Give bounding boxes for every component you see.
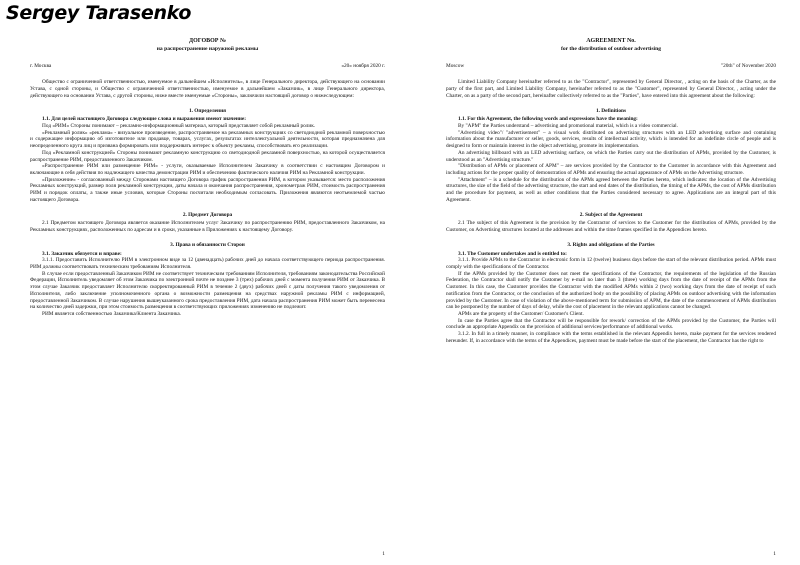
paragraph: 3.1.1. Предоставить Исполнителю РИМ в электронном виде за 12 (двенадцать) рабочих дней до начала соответствующего периода распространения. РИМ должны соответствовать техническим требованиям Исполнителя. (30, 257, 385, 270)
contract-subtitle-en: for the distribution of outdoor advertising (560, 45, 662, 52)
contract-body-ru (30, 79, 385, 317)
english-contract-page (446, 38, 776, 558)
section-heading: 3. Rights and obligations of the Parties (567, 241, 655, 248)
paragraph: "Advertising video"/ "advertisement" – a visual work distributed on advertising structures with an LED advertising surface and containing information about the manufacturer or seller, goods, services, results of intellectual activity, which is intended for an indefinite circle of people and is designed to form or maintain interest in the object advertising, promote its implementation. (446, 129, 776, 150)
section-heading: 1. Определения (188, 107, 227, 114)
paragraph: 2.1 Предметом настоящего Договора является оказание Исполнителем услуг Заказчику по распространению РИМ, предоставленного Заказчиком, на Рекламных конструкциях, расположенных по адресам и в сроки, указанные в Приложениях к настоящему Договору. (30, 220, 385, 234)
subsection-heading: 1.1. For this Agreement, the following words and expressions have the meaning: (458, 116, 638, 123)
contract-subtitle-ru: на распространение наружной рекламы (156, 45, 259, 52)
paragraph: "Distribution of APMs or placement of APM" – are services provided by the Contractor to the Customer in accordance with this Agreement and including actions for the proper quality of demonstration of APMs and ensuring the actual appearance of APMs on the Advertising structure. (446, 163, 776, 177)
paragraph: APMs are the property of the Customer/ Customer's Client. (458, 310, 584, 317)
paragraph: Общество с ограниченной ответственностью, именуемое в дальнейшем «Исполнитель», в лице Генерального директора, действующего на основании Устава, с одной стороны, и Общество с ограниченной ответственностью, именуемое в дальнейшем «Заказчик», в лице Генерального директора, действующего на основании Устава, с другой стороны, ниже вместе именуемые «Стороны», заключили настоящий договор о нижеследующем: (30, 79, 385, 99)
paragraph: В случае если предоставленный Заказчиком РИМ не соответствует техническим требованиям Исполнителя, требованиям законодательства Российской Федерации, Исполнитель уведомляет об этом Заказчика по электронной почте не позднее 3 (трех) рабочих дней с момента получения РИМ от Заказчика. В этом случае Заказчик предоставляет Исполнителю скорректированный РИМ в течение 2 (двух) рабочих дней с даты получения такого уведомления от Исполнителя, либо заключение уполномоченного органа о возможности размещения на средствах наружной рекламы РИМ с информацией, предоставленной Заказчиком. В случае нарушения вышеуказанного срока предоставления РИМ, дата начала распространения РИМ может быть перенесена на количество дней задержки, при этом стоимость размещения в соответствующих приложениях изменению не подлежит. (30, 270, 385, 311)
section-heading: 1. Definitions (595, 107, 627, 114)
subsection-heading: 1.1. Для целей настоящего Договора следующие слова и выражения имеют значение: (42, 116, 247, 123)
paragraph: "Attachment" – is a schedule for the distribution of the APMs agreed between the Parties hereto, which indicates: the location of the Advertising structures, the size of the field of the advertising structure, the start and end dates of the distribution, the timing of the APMs, the cost of APMs distribution and the procedure for payment, as well as other conditions that the Parties considered necessary to agree. Applications are an integral part of this Agreement. (446, 176, 776, 203)
paragraph: An advertising billboard with an LED advertising surface, on which the Parties carry out the distribution of APMs, provided by the Customer, is understood as an "Advertising structure." (446, 149, 776, 163)
section-heading: 2. Subject of the Agreement (579, 211, 643, 218)
city-ru: г. Москва (30, 62, 52, 69)
contract-title-ru: ДОГОВОР № (189, 38, 226, 44)
page-number-en: 1 (773, 551, 776, 558)
russian-contract-page (30, 38, 385, 558)
paragraph: 2.1 The subject of this Agreement is the provision by the Contractor of services to the Customer for the distribution of APMs, provided by the Customer, on Advertising structures located at the addresses and within the time frames specified in the Appendices hereto. (446, 220, 776, 234)
paragraph: РИМ является собственностью Заказчика/Клиента Заказчика. (42, 310, 181, 317)
paragraph: «Рекламный ролик» «реклама» - визуальное произведение, распространяемое на рекламных конструкциях со светодиодной рекламной поверхностью и содержащее информацию об изготовителе или продавце, товарах, услугах, результатах интеллектуальной деятельности, которая предназначена для неопределенного круга лиц и призвана формировать или поддерживать интерес к объекту рекламы, способствовать его реализации. (30, 129, 385, 150)
paragraph: By "APM" the Parties understand – advertising and promotional material, which is a video commercial. (458, 123, 678, 130)
place-date-row-en (446, 63, 776, 70)
subsection-heading: 3.1. Заказчик обязуется и вправе: (42, 250, 122, 257)
place-date-row-ru (30, 63, 385, 70)
section-heading: 2. Предмет Договора (182, 211, 233, 218)
date-ru: «20» ноября 2020 г. (341, 62, 385, 69)
paragraph: 3.1.2. In full in a timely manner, in compliance with the terms established in the relevant Appendix hereto, make payment for the services rendered hereunder. If, in accordance with the terms of the Appendices, payment must be made before the start of the placement, the Contractor has the right to (446, 331, 776, 344)
page-number-ru: 1 (382, 551, 385, 558)
paragraph: If the APMs provided by the Customer does not meet the specifications of the Contractor, the requirements of the legislation of the Russian Federation, the Contractor shall notify the Customer by e-mail no later than 3 (three) working days from the date of receipt of the APMs from the Customer. In this case, the Customer provides the Contractor with the modified APMs within 2 (two) working days from the date of receipt of such notification from the Contractor, or the conclusion of the authorized body on the possibility of placing APMs on outdoor advertising with the information provided by the Customer. In case of violation of the above-mentioned term for submission of APM, the date of the commencement of APMs distribution can be postponed by the number of days of delay, while the cost of placement in the relevant applications cannot be changed. (446, 270, 776, 311)
paragraph: 3.1.1. Provide APMs to the Contractor in electronic form in 12 (twelve) business days before the start of the relevant distribution period. APMs must comply with the specifications of the Contractor. (446, 257, 776, 270)
date-en: "20th" of November 2020 (720, 62, 776, 69)
contract-title-en: AGREEMENT No. (586, 38, 636, 44)
contract-body-en (446, 79, 776, 344)
paragraph: Под «Рекламной конструкцией» Стороны понимают рекламную конструкцию со светодиодной рекламной поверхностью, на которой осуществляется распространение РИМ, предоставленного Заказчиком. (30, 149, 385, 163)
city-en: Moscow (446, 62, 465, 69)
subsection-heading: 3.1. The Customer undertakes and is entitled to: (458, 250, 567, 257)
author-brand: Sergey Tarasenko (6, 2, 192, 24)
paragraph: «Распространение РИМ или размещение РИМ» - услуги, оказываемые Исполнителем Заказчику в соответствии с настоящим Договором и включающие в себя действия по надлежащего качества демонстрации РИМ и обеспечению фактического наличия РИМ на Рекламной конструкции. (30, 163, 385, 177)
paragraph: Limited Liability Company hereinafter referred to as the "Contractor", represented by General Director, , acting on the basis of the Charter, as the party of the first part, and Limited Liability Company, hereinafter referred to as the "Customer", represented by General Director, , acting under the Charter, on as a party of the second part, hereinafter collectively referred to as the "Parties", have entered into this agreement about the following: (446, 79, 776, 99)
section-heading: 3. Права и обязанности Сторон (170, 241, 245, 248)
paragraph: «Приложение» - согласованный между Сторонами настоящего Договора график распространения РИМ, в котором указывается: место расположения Рекламных конструкций, размер поля рекламной конструкции, даты начала и окончания распространения, хронометраж РИМ, стоимость распространения РИМ и порядок оплаты, а также иные условия, которые Стороны посчитали необходимым согласовать. Приложения являются неотъемлемой частью настоящего Договора. (30, 176, 385, 203)
paragraph: In case the Parties agree that the Contractor will be responsible for rework/ correction of the APMs provided by the Customer, the Parties will conclude an appropriate Appendix on the provision of additional services/performance of additional works. (446, 317, 776, 331)
paragraph: Под «РИМ» Стороны понимают – рекламно-информационный материал, который представляет собой рекламный ролик. (42, 123, 316, 130)
